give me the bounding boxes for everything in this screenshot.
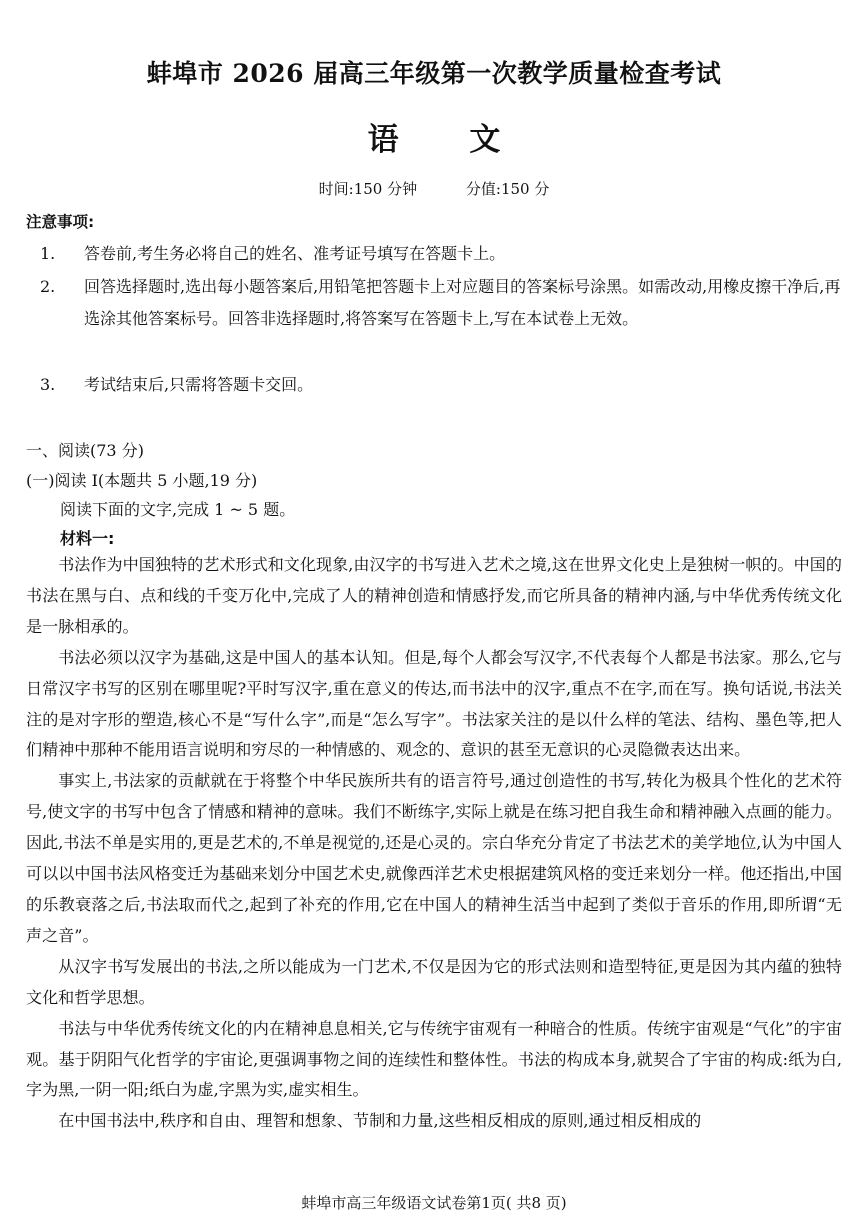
subject-title: 语 文 bbox=[367, 122, 501, 158]
notice-item-text: 考试结束后,只需将答题卡交回。 bbox=[84, 375, 314, 394]
notice-item-text: 答卷前,考生务必将自己的姓名、准考证号填写在答题卡上。 bbox=[84, 244, 506, 263]
subsection-heading: (一)阅读 I(本题共 5 小题,19 分) bbox=[26, 471, 258, 490]
notice-item bbox=[40, 238, 842, 270]
passage-paragraph: 书法作为中国独特的艺术形式和文化现象,由汉字的书写进入艺术之境,这在世界文化史上是独树一帜的。中国的书法在黑与白、点和线的千变万化中,完成了人的精神创造和情感抒发,而它所具备的精神内涵,与中华优秀传统文化是一脉相承的。 bbox=[26, 555, 842, 636]
reading-passage bbox=[26, 550, 842, 1137]
reading-instruction: 阅读下面的文字,完成 1 ~ 5 题。 bbox=[60, 500, 296, 519]
notice-item-number: 2. bbox=[40, 277, 56, 296]
material-label: 材料一: bbox=[60, 529, 115, 548]
notice-item-text: 回答选择题时,选出每小题答案后,用铅笔把答题卡上对应题目的答案标号涂黑。如需改动,用橡皮擦干净后,再选涂其他答案标号。回答非选择题时,将答案写在答题卡上,写在本试卷上无效。 bbox=[84, 277, 841, 328]
passage-paragraph: 书法与中华优秀传统文化的内在精神息息相关,它与传统宇宙观有一种暗合的性质。传统宇宙观是“气化”的宇宙观。基于阴阳气化哲学的宇宙论,更强调事物之间的连续性和整体性。书法的构成本身,就契合了宇宙的构成:纸为白,字为黑,一阴一阳;纸白为虚,字黑为实,虚实相生。 bbox=[26, 1018, 842, 1100]
passage-paragraph: 书法必须以汉字为基础,这是中国人的基本认知。但是,每个人都会写汉字,不代表每个人都是书法家。那么,它与日常汉字书写的区别在哪里呢?平时写汉字,重在意义的传达,而书法中的汉字,重点不在字,而在写。换句话说,书法关注的是对字形的塑造,核心不是“写什么字”,而是“怎么写字”。书法家关注的是以什么样的笔法、结构、墨色等,把人们精神中那种不能用语言说明和穷尽的一种情感的、观念的、意识的甚至无意识的心灵隐微表达出来。 bbox=[26, 647, 842, 760]
exam-score: 分值:150 分 bbox=[465, 180, 550, 198]
page-footer: 蚌埠市高三年级语文试卷第1页( 共8 页) bbox=[301, 1194, 567, 1212]
exam-title: 蚌埠市 2026 届高三年级第一次教学质量检查考试 bbox=[146, 59, 722, 88]
notice-heading: 注意事项: bbox=[26, 213, 95, 231]
exam-time: 时间:150 分钟 bbox=[318, 180, 418, 198]
exam-meta bbox=[0, 178, 868, 199]
section-heading: 一、阅读(73 分) bbox=[26, 441, 144, 460]
passage-paragraph: 从汉字书写发展出的书法,之所以能成为一门艺术,不仅是因为它的形式法则和造型特征,更是因为其内蕴的独特文化和哲学思想。 bbox=[26, 956, 842, 1007]
notice-item bbox=[40, 271, 842, 335]
notice-item-number: 3. bbox=[40, 375, 56, 394]
notice-item-number: 1. bbox=[40, 244, 56, 263]
passage-paragraph: 在中国书法中,秩序和自由、理智和想象、节制和力量,这些相反相成的原则,通过相反相成的 bbox=[58, 1111, 702, 1131]
passage-paragraph: 事实上,书法家的贡献就在于将整个中华民族所共有的语言符号,通过创造性的书写,转化为极具个性化的艺术符号,使文字的书写中包含了情感和精神的意味。我们不断练字,实际上就是在练习把自我生命和精神融入点画的能力。因此,书法不单是实用的,更是艺术的,不单是视觉的,还是心灵的。宗白华充分肯定了书法艺术的美学地位,认为中国人可以以中国书法风格变迁为基础来划分中国艺术史,就像西洋艺术史根据建筑风格的变迁来划分一样。他还指出,中国的乐教衰落之后,书法取而代之,起到了补充的作用,它在中国人的精神生活当中起到了类似于音乐的作用,即所谓“无声之音”。 bbox=[26, 771, 842, 945]
notice-item bbox=[40, 369, 842, 401]
